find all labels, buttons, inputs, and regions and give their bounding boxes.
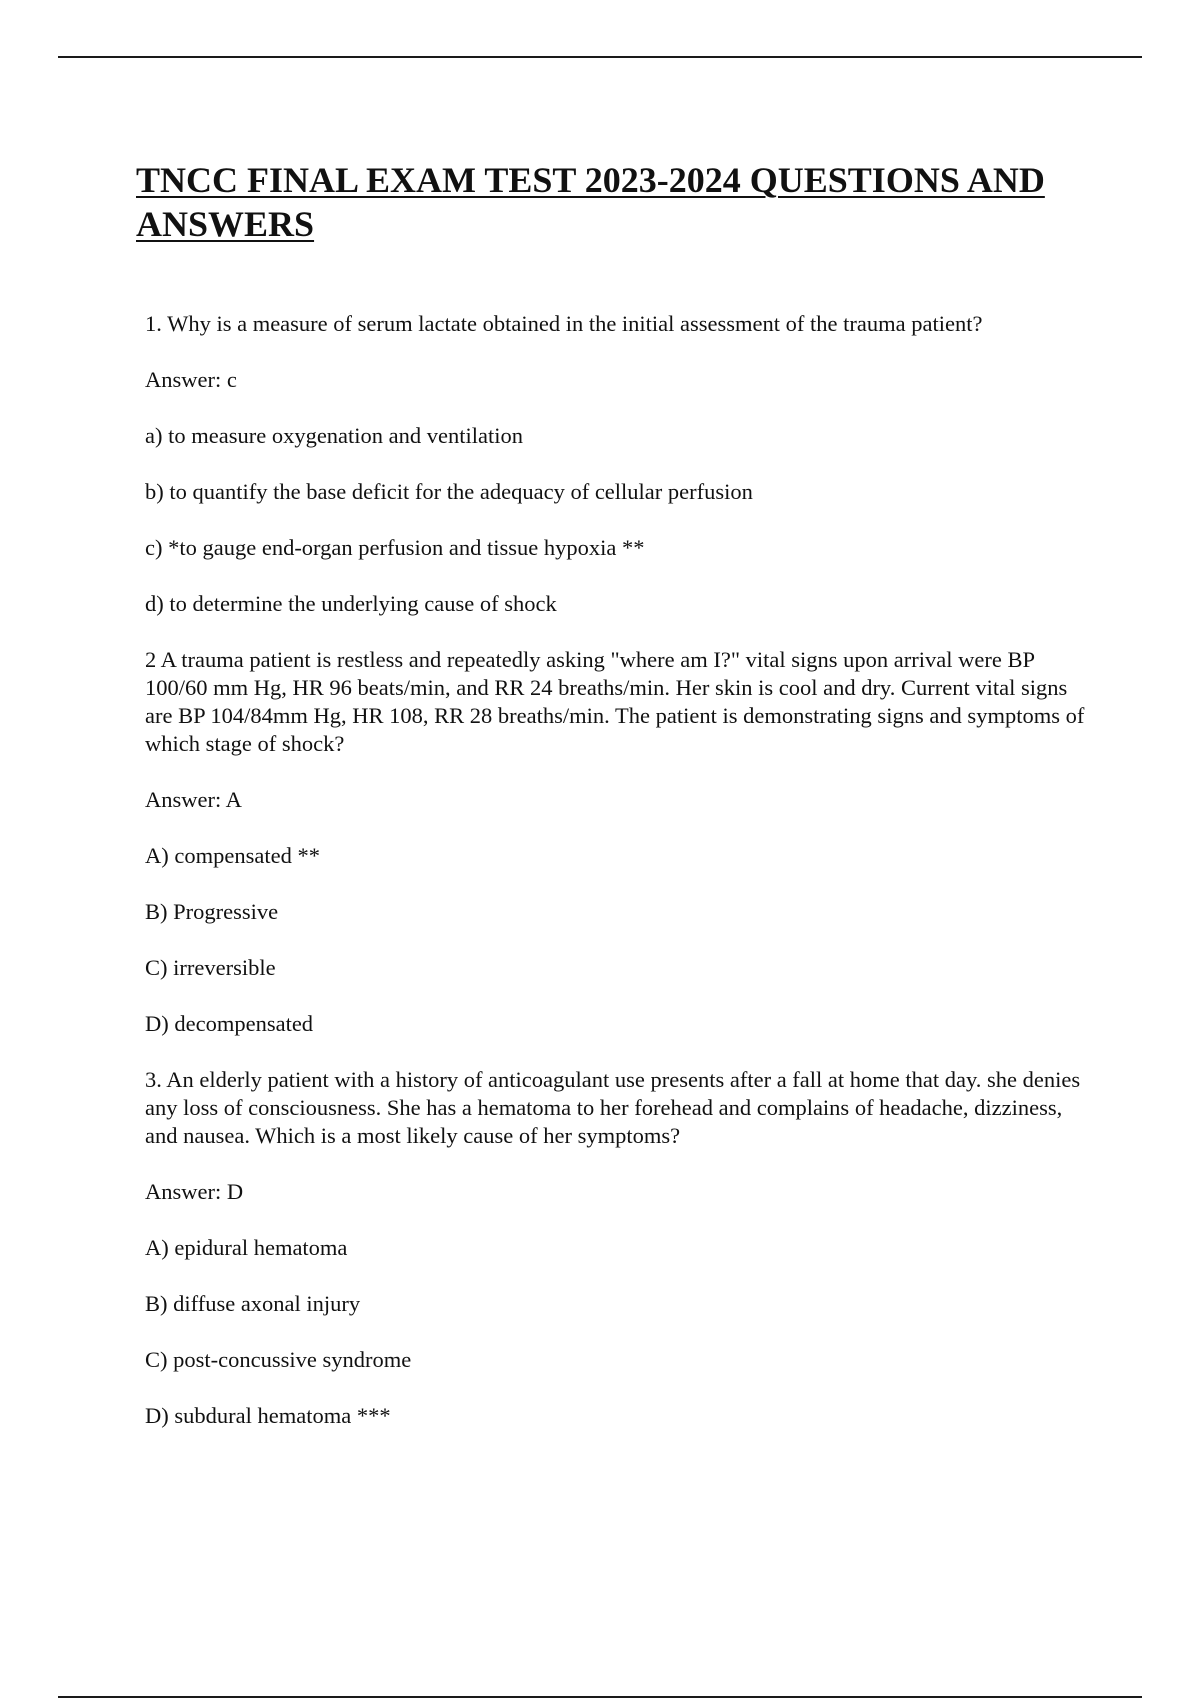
option-c: C) irreversible — [145, 955, 276, 980]
option-c: C) post-concussive syndrome — [145, 1347, 412, 1372]
question-text: 1. Why is a measure of serum lactate obtained in the initial assessment of the trauma patient? — [145, 311, 983, 336]
document-title: TNCC FINAL EXAM TEST 2023-2024 QUESTIONS AND ANSWERS — [136, 160, 1045, 244]
question-3 — [145, 1066, 1090, 1430]
option-c: c) *to gauge end-organ perfusion and tissue hypoxia ** — [145, 535, 645, 560]
question-list — [145, 310, 1090, 1458]
option-a: A) compensated ** — [145, 843, 320, 868]
question-2 — [145, 646, 1090, 1038]
answer-key: Answer: D — [145, 1179, 244, 1204]
option-d: D) decompensated — [145, 1011, 314, 1036]
option-d: d) to determine the underlying cause of shock — [145, 591, 557, 616]
answer-key: Answer: A — [145, 787, 242, 812]
question-1 — [145, 310, 1090, 618]
question-text: 3. An elderly patient with a history of anticoagulant use presents after a fall at home that day. she denies any loss of consciousness. She has a hematoma to her forehead and complains of headache, dizziness, and nausea. Which is a most likely cause of her symptoms? — [145, 1067, 1081, 1148]
top-rule — [58, 56, 1142, 58]
option-b: B) Progressive — [145, 899, 279, 924]
option-b: B) diffuse axonal injury — [145, 1291, 361, 1316]
option-a: A) epidural hematoma — [145, 1235, 348, 1260]
answer-key: Answer: c — [145, 367, 237, 392]
option-d: D) subdural hematoma *** — [145, 1403, 391, 1428]
question-text: 2 A trauma patient is restless and repeatedly asking "where am I?" vital signs upon arrival were BP 100/60 mm Hg, HR 96 beats/min, and RR 24 breaths/min. Her skin is cool and dry. Current vital signs are BP 104/84mm Hg, HR 108, RR 28 breaths/min. The patient is demonstrating signs and symptoms of which stage of shock? — [145, 647, 1085, 756]
bottom-rule — [58, 1696, 1142, 1698]
option-a: a) to measure oxygenation and ventilation — [145, 423, 524, 448]
option-b: b) to quantify the base deficit for the adequacy of cellular perfusion — [145, 479, 753, 504]
